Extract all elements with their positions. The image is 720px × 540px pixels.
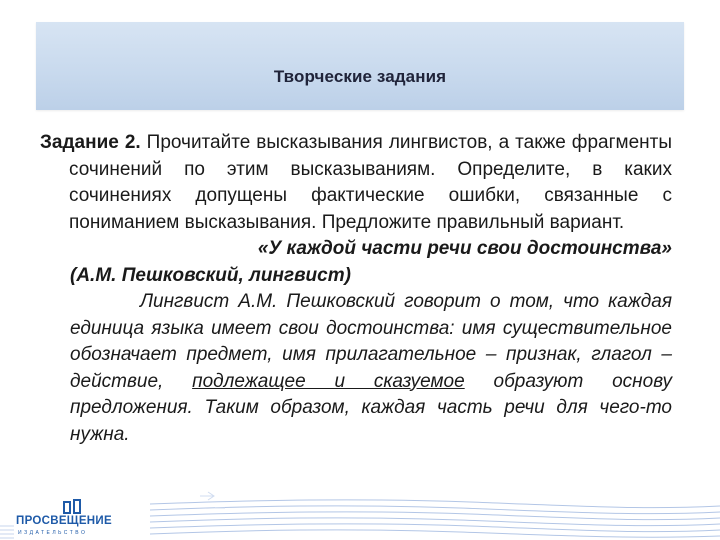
task-label: Задание 2. bbox=[40, 132, 141, 153]
essay-underlined-text: подлежащее и сказуемое bbox=[192, 370, 465, 392]
footer-decoration bbox=[0, 490, 720, 540]
essay-fragment bbox=[40, 289, 672, 448]
quote-author: (А.М. Пешковский, лингвист) bbox=[70, 264, 351, 286]
linguist-quote: «У каждой части речи свои достоинства» bbox=[257, 238, 672, 259]
logo-subtitle: ИЗДАТЕЛЬСТВО bbox=[18, 530, 88, 536]
task-paragraph bbox=[40, 130, 672, 236]
task-text: Прочитайте высказывания лингвистов, а также фрагменты сочинений по этим высказываниям. Определите, в каких сочинениях допущены фактические ошибки, связанные с пониманием высказывания. Предложите правильный вариант. bbox=[69, 132, 672, 233]
logo-name: ПРОСВЕЩЕНИЕ bbox=[16, 515, 112, 527]
slide-title: Творческие задания bbox=[273, 67, 447, 86]
publisher-logo bbox=[16, 498, 156, 538]
title-banner bbox=[36, 22, 684, 110]
prosveshchenie-logo-icon bbox=[62, 498, 84, 516]
slide-body bbox=[40, 130, 672, 448]
essay-text-2: образуют основу предложения. Таким образом, каждая часть речи для чего-то нужна. bbox=[70, 370, 672, 445]
essay-text-1: Лингвист А.М. Пешковский говорит о том, что каждая единица языка имеет свои достоинства: имя существительное обозначает предмет, имя прилагательное – признак, глагол – действие, bbox=[70, 291, 672, 392]
